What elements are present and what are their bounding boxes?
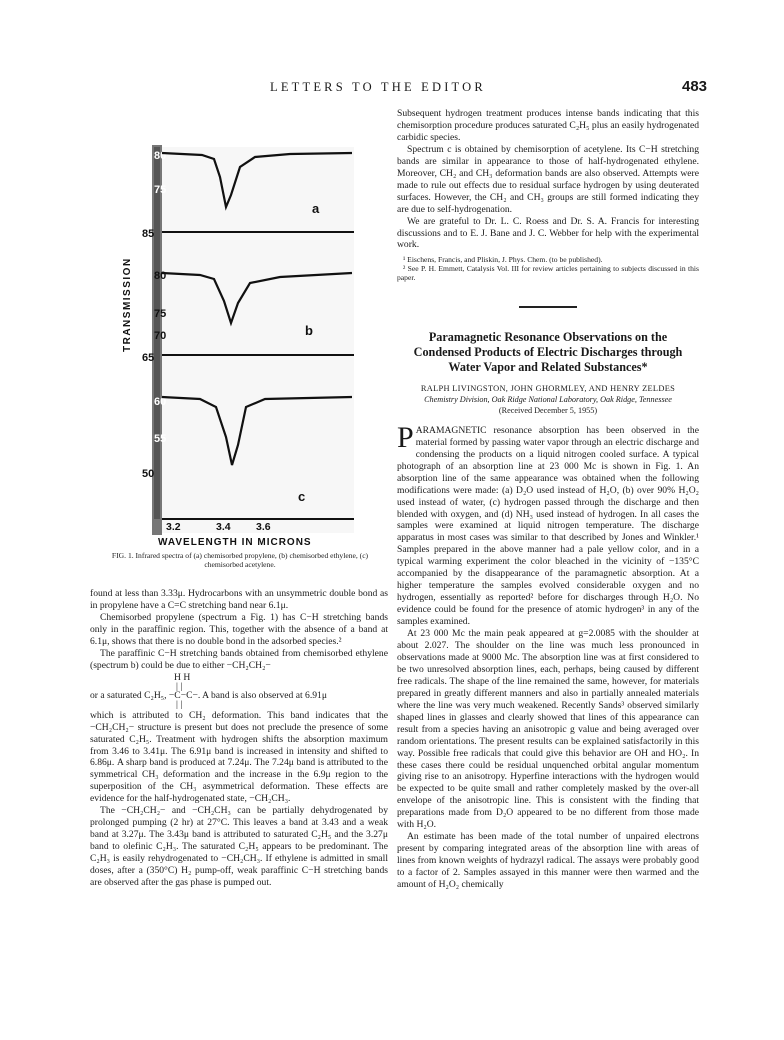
formula-bonds-bottom: | | [176, 698, 183, 710]
paragraph: found at less than 3.33μ. Hydrocarbons with an unsymmetric double bond as in propylene have a C=C stretching band near 6.1μ. [90, 588, 388, 611]
tick-a-2: 75 [154, 184, 167, 196]
paragraph: The −CH₂CH₂− and −CH₂CH₃ can be partially dehydrogenated by prolonged pumping (2 hr) at 27°C. This leaves a band at 3.43 and a weak band at 3.27μ. The 3.43μ band is attributed to saturated C₂H₅ and the 3.27μ band to olefinic C₂H₃. The saturated C₂H₅ appears to be predominant. The C₂H₃ is easily rehydrogenated to −CH₂CH₃. If ethylene is admitted in small doses, after a (350°C) H₂ pump-off, weak paraffinic C−H stretching bands are observed after the gas phase is pumped out. [90, 805, 388, 889]
tick-c-2: 55 [154, 433, 167, 445]
article-authors: RALPH LIVINGSTON, JOHN GHORMLEY, AND HENRY ZELDES [420, 383, 676, 393]
page-number: 483 [682, 78, 708, 95]
paragraph: which is attributed to CH₂ deformation. This band indicates that the −CH₂CH₂− structure is present but does not preclude the presence of some saturated C₂H₅. Treatment with hydrogen shifts the absorption maximum from 3.46 to 3.41μ. The 6.91μ band is increased in intensity and shifted to 6.86μ. A sharp band is produced at 7.24μ. The 7.24μ band is attributed to the symmetrical CH₃ deformation and the increase in the 6.9μ region to the superposition of the CH₃ asymmetrical deformation. These effects are evidence for the half-hydrogenated state, −CH₂CH₃. [90, 709, 388, 805]
x-tick-1: 3.2 [166, 521, 181, 533]
structural-formula [90, 671, 388, 710]
formula-h-atoms: H H [174, 671, 191, 683]
left-column [90, 588, 388, 889]
spectra-figure [90, 107, 390, 557]
running-head: LETTERS TO THE EDITOR [270, 80, 486, 94]
footnotes [397, 255, 699, 282]
x-tick-2: 3.4 [216, 521, 231, 533]
formula-bonds-top: | | [176, 680, 183, 692]
x-tick-3: 3.6 [256, 521, 271, 533]
panel-b-label: b [305, 323, 313, 338]
paragraph: The paraffinic C−H stretching bands obtained from chemisorbed ethylene (spectrum b) could be due to either −CH₂CH₂− [90, 647, 388, 671]
footnote-1: ¹ Eischens, Francis, and Pliskin, J. Phys. Chem. (to be published). [403, 255, 603, 265]
received-date: (Received December 5, 1955) [498, 405, 598, 415]
paragraph-text: ARAMAGNETIC resonance absorption has been observed in the material formed by passing water vapor through an electric discharge and condensing the products on a liquid nitrogen cooled surface. A typical photograph of an absorption line at 23 000 Mc is shown in Fig. 1. An absorption line of the same appearance was obtained when the following modifications were made: (a) D₂O used instead of H₂O, (b) over 90% H₂O₂ used instead of water, (c) hydrogen passed through the discharge and then blended with oxygen, and (d) NH₃ used instead of hydrogen. In all cases the samples were examined at liquid nitrogen temperature. The discharge apparatus in most cases was similar to that described by Jones and Winkler.¹ Samples prepared in the above manner had a pale yellow color, and in a typical warming experiment the color bleached in the vicinity of −135°C accompanied by the disappearance of the paramagnetic absorption. At a higher temperature the samples evolved considerable oxygen and no hydrogen, essentially as reported² before for discharges through H₂O. No evidence could be found for the presence of atomic hydrogen³ in any of the samples examined. [397, 424, 699, 628]
paragraph-opening [397, 420, 699, 628]
tick-b-3: 70 [154, 330, 167, 342]
panel-c-label: c [298, 489, 306, 504]
x-axis-title: WAVELENGTH IN MICRONS [158, 537, 312, 548]
tick-b-4: 65 [142, 352, 155, 364]
y-axis-title: TRANSMISSION [122, 257, 133, 352]
tick-c-3: 50 [142, 468, 155, 480]
article-affiliation: Chemistry Division, Oak Ridge National Laboratory, Oak Ridge, Tennessee [424, 394, 672, 404]
figure-caption: FIG. 1. Infrared spectra of (a) chemisorbed propylene, (b) chemisorbed ethylene, (c) chemisorbed acetylene. [111, 551, 369, 569]
article-title: Paramagnetic Resonance Observations on the Condensed Products of Electric Discharges through Water Vapor and Related Substances* [413, 329, 683, 374]
paragraph: Spectrum c is obtained by chemisorption of acetylene. Its C−H stretching bands are similar in appearance to those of half-hydrogenated ethylene. Moreover, CH₂ and CH₃ deformation bands are also observed. Attempts were made to rule out effects due to residual surface hydrogen by using deuterated surfaces. However, the CH₂ and CH₃ groups are still formed indicating they are due to self-hydrogenation. [397, 143, 699, 215]
paragraph: Chemisorbed propylene (spectrum a Fig. 1) has C−H stretching bands only in the paraffinic region. This, together with the absence of a band at 6.1μ, shows that there is no double bond in the adsorbed species.² [90, 611, 388, 647]
tick-c-1: 60 [154, 396, 167, 408]
footnote-2: ² See P. H. Emmett, Catalysis Vol. III for review articles pertaining to subjects discussed in this paper. [397, 264, 699, 283]
paragraph: An estimate has been made of the total number of unpaired electrons present by comparing integrated areas of the absorption line with areas of lines from known weights of hydrazyl radical. The assays were probably good to a factor of 2. Samples assayed in this manner were then warmed and the amount of H₂O₂ chemically [397, 831, 699, 891]
drop-cap: P [397, 420, 414, 454]
paragraph: Subsequent hydrogen treatment produces intense bands indicating that this chemisorption procedure produces saturated C₂H₅ plus an easily hydrogenated carbidic species. [397, 108, 699, 143]
formula-line: or a saturated C₂H₅, −C−C−. A band is also observed at 6.91μ [90, 689, 327, 701]
tick-b-2: 75 [154, 308, 167, 320]
paragraph: We are grateful to Dr. L. C. Roess and Dr. S. A. Francis for interesting discussions and to E. J. Bane and J. C. Webber for help with the experimental work. [397, 215, 699, 251]
tick-a-3: 85 [142, 228, 155, 240]
figure-1 [90, 107, 390, 577]
panel-a-label: a [312, 201, 320, 216]
section-divider [519, 306, 577, 308]
paragraph: At 23 000 Mc the main peak appeared at g=2.0085 with the shoulder at about 2.027. The shoulder on the line was much less pronounced in observations made at 9000 Mc. The absorption line was at first considered to be two unresolved absorption lines, each, perhaps, being caused by different free radicals. The shape of the line remained the same, however, for materials prepared in greatly different manners and also in partially annealed materials where the line was very much weakened. Recently Sands³ observed similarly shaped lines in glasses and clearly showed that lines of this appearance can result from a species having an anisotropic g value and being averaged over random orientations. The present results can be explained satisfactorily in this way. Possible free radicals that could give this behavior are OH and HO₂. In these cases there could be residual unquenched orbital angular momentum giving rise to an anisotropy. Hyperfine interactions with the hydrogen would be expected to be quite small and rather completely masked by the over-all envelope of the anisotropic line. This is consistent with the finding that preparations made from D₂O appeared to be no different from those made with H₂O. [397, 628, 699, 831]
page-header [0, 80, 784, 96]
tick-a-1: 80 [154, 150, 167, 162]
plot-area [162, 147, 354, 533]
right-column [397, 108, 699, 891]
tick-b-1: 80 [154, 270, 167, 282]
